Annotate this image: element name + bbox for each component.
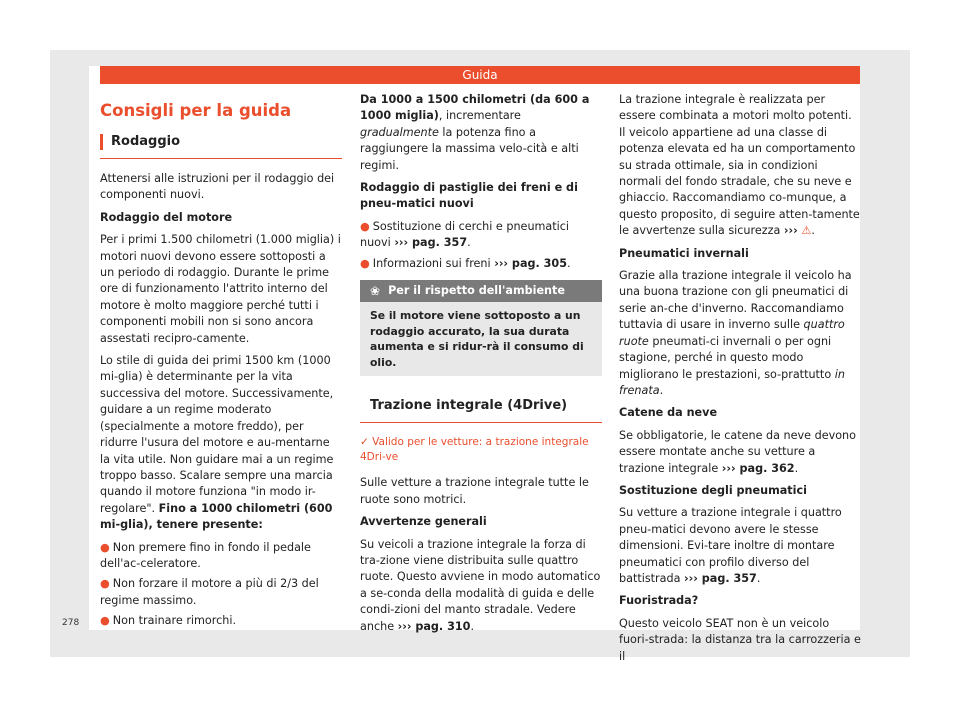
list-item xyxy=(100,613,342,629)
environment-note-body: Se il motore viene sottoposto a un rodaggio accurato, la sua durata aumenta e si ridur-rà il consumo di olio. xyxy=(370,309,584,369)
warning-triangle-icon: ⚠ xyxy=(801,224,812,238)
list-item-text: Sostituzione di cerchi e pneumatici nuovi xyxy=(360,219,570,250)
general-heading: Avvertenze generali xyxy=(360,515,487,529)
chains-paragraph: Se obbligatorie, le catene da neve devono essere montate anche su vetture a trazione integrale ››› pag. 362. xyxy=(619,428,856,475)
environment-note-header xyxy=(360,280,602,302)
bullet-icon: ● xyxy=(100,540,110,554)
page-reference-link[interactable]: ››› pag. 357 xyxy=(684,571,757,585)
replace-heading: Sostituzione degli pneumatici xyxy=(619,483,807,497)
list-item-text: Informazioni sui freni xyxy=(372,256,495,270)
chains-paragraph-text: Se obbligatorie, le catene da neve devono essere montate anche su vetture a trazione integrale xyxy=(619,428,856,475)
winter-italic-1: quattro ruote xyxy=(619,318,845,348)
validity-note xyxy=(360,435,602,465)
list-item xyxy=(100,540,342,573)
brakes-heading: Rodaggio di pastiglie dei freni e di pneu-matici nuovi xyxy=(360,181,578,211)
column-1 xyxy=(100,92,342,634)
intro-paragraph: Attenersi alle istruzioni per il rodaggio dei componenti nuovi. xyxy=(100,172,335,202)
page-reference-link[interactable]: ››› pag. 362 xyxy=(721,461,795,475)
engine-paragraph-1: Per i primi 1.500 chilometri (1.000 miglia) i motori nuovi devono essere sottoposti a un periodo di rodaggio. Durante le prime ore di funzionamento l'attrito interno del motore è molto maggiore perché tutti i componenti mobili non si sono ancora assestati recipro-camente. xyxy=(100,233,341,345)
column-3 xyxy=(619,92,861,671)
gradual-paragraph-italic: gradualmente xyxy=(360,125,439,139)
traction-paragraph-text: La trazione integrale è realizzata per essere combinata a motori molto potenti. Il veicolo appartiene ad una classe di potenza elevata ed ha un comportamento su strada ottimale, sia in condizioni normali del fondo stradale, che su neve e ghiaccio. Raccomandiamo co-munque, a questo proposito, di seguire atten-tamente le avvertenze sulla sicurezza xyxy=(619,93,860,238)
offroad-heading: Fuoristrada? xyxy=(619,594,699,608)
column-2 xyxy=(360,92,602,641)
page-reference-link[interactable]: ››› pag. 357 xyxy=(394,236,468,250)
gradual-paragraph-text-b: la potenza fino a raggiungere la massima velo-cità e alti regimi. xyxy=(360,125,579,172)
gradual-paragraph xyxy=(360,92,602,174)
bullet-icon: ● xyxy=(360,256,370,270)
winter-text-b: pneumati-ci invernali o per ogni stagione, perché in questo modo migliorano le prestazioni, so-prattutto xyxy=(619,334,835,381)
check-icon: ✓ xyxy=(360,436,373,449)
chapter-header: Guida xyxy=(100,66,860,84)
offroad-paragraph: Questo veicolo SEAT non è un veicolo fuori-strada: la distanza tra la carrozzeria e il xyxy=(619,616,861,663)
engine-paragraph-2-bold: Fino a 1000 chilometri (600 mi-glia), tenere presente: xyxy=(100,501,333,532)
traction-paragraph: La trazione integrale è realizzata per essere combinata a motori molto potenti. Il veicolo appartiene ad una classe di potenza elevata ed ha un comportamento su strada ottimale, sia in condizioni normali del fondo stradale, che su neve e ghiaccio. Raccomandiamo co-munque, a questo proposito, di seguire atten-tamente le avvertenze sulla sicurezza ››› ⚠. xyxy=(619,93,860,238)
gradual-paragraph-text-a: , incrementare xyxy=(438,109,521,123)
section-heading-rodaggio xyxy=(100,130,342,159)
gradual-paragraph-bold: Da 1000 a 1500 chilometri (da 600 a 1000 miglia) xyxy=(360,93,590,123)
general-paragraph: Su veicoli a trazione integrale la forza di tra-zione viene distribuita sulle quattro ruote. Questo avviene in modo automatico a se-conda della modalità di guida e delle condi-zioni del manto stradale. Vedere anche ››› pag. 310. xyxy=(360,537,601,633)
winter-heading: Pneumatici invernali xyxy=(619,246,749,260)
winter-italic-2: in frenata xyxy=(619,367,845,397)
bullet-icon: ● xyxy=(360,219,370,233)
leaf-icon: ❀ xyxy=(370,284,381,299)
page-number: 278 xyxy=(62,618,80,628)
winter-paragraph xyxy=(619,268,861,399)
page-title: Consigli per la guida xyxy=(100,101,292,120)
page-reference-link[interactable]: ››› xyxy=(783,224,798,238)
heading-accent-bar xyxy=(100,134,103,150)
engine-paragraph-2 xyxy=(100,353,342,533)
bullet-icon: ● xyxy=(100,614,110,628)
replace-paragraph-text: Su vetture a trazione integrale i quattro pneu-matici devono avere le stesse dimensioni. Evi-tare inoltre di montare pneumatici con profilo diverso del battistrada xyxy=(619,506,842,585)
list-item-text: Non premere fino in fondo il pedale dell'ac-celeratore. xyxy=(100,540,311,570)
replace-paragraph: Su vetture a trazione integrale i quattro pneu-matici devono avere le stesse dimensioni. Evi-tare inoltre di montare pneumatici con profilo diverso del battistrada ››› pag. 357. xyxy=(619,506,842,585)
list-item: ● Sostituzione di cerchi e pneumatici nuovi ››› pag. 357. xyxy=(360,219,570,250)
list-item-text: Non forzare il motore a più di 2/3 del regime massimo. xyxy=(100,577,319,607)
general-paragraph-text: Su veicoli a trazione integrale la forza di tra-zione viene distribuita sulle quattro ruote. Questo avviene in modo automatico a se-conda della modalità di guida e delle condi-zioni del manto stradale. Vedere anche xyxy=(360,537,601,633)
bullet-icon: ● xyxy=(100,577,110,591)
winter-text-a: Grazie alla trazione integrale il veicolo ha una buona trazione con gli pneumatici di serie an-che d'inverno. Raccomandiamo tuttavia di usare in inverno sulle xyxy=(619,269,852,332)
4drive-paragraph: Sulle vetture a trazione integrale tutte le ruote sono motrici. xyxy=(360,476,589,506)
validity-note-text: Valido per le vetture: a trazione integrale 4Dri-ve xyxy=(360,436,589,464)
list-item: ● Informazioni sui freni ››› pag. 305. xyxy=(360,256,571,270)
list-item-text: Non trainare rimorchi. xyxy=(112,614,237,628)
chains-heading: Catene da neve xyxy=(619,406,718,420)
page-reference-link[interactable]: ››› pag. 310 xyxy=(397,619,471,633)
winter-text-c: . xyxy=(659,383,664,397)
section-heading-4drive: Trazione integrale (4Drive) xyxy=(360,394,602,423)
page-reference-link[interactable]: ››› pag. 305 xyxy=(494,256,567,270)
environment-note xyxy=(360,280,602,376)
engine-paragraph-2-text: Lo stile di guida dei primi 1500 km (1000 mi-glia) è determinante per la vita successiva del motore. Successivamente, guidare a un regime moderato (specialmente a motore freddo), per ridurre l'usura del motore e au-mentarne la vita utile. Non guidare mai a un regime troppo basso. Scalare sempre una marcia quando il motore funziona "in modo ir-regolare". xyxy=(100,354,334,515)
section-heading-label: Rodaggio xyxy=(111,134,181,149)
engine-heading: Rodaggio del motore xyxy=(100,210,233,224)
environment-note-title: Per il rispetto dell'ambiente xyxy=(388,284,565,298)
list-item xyxy=(100,576,342,609)
